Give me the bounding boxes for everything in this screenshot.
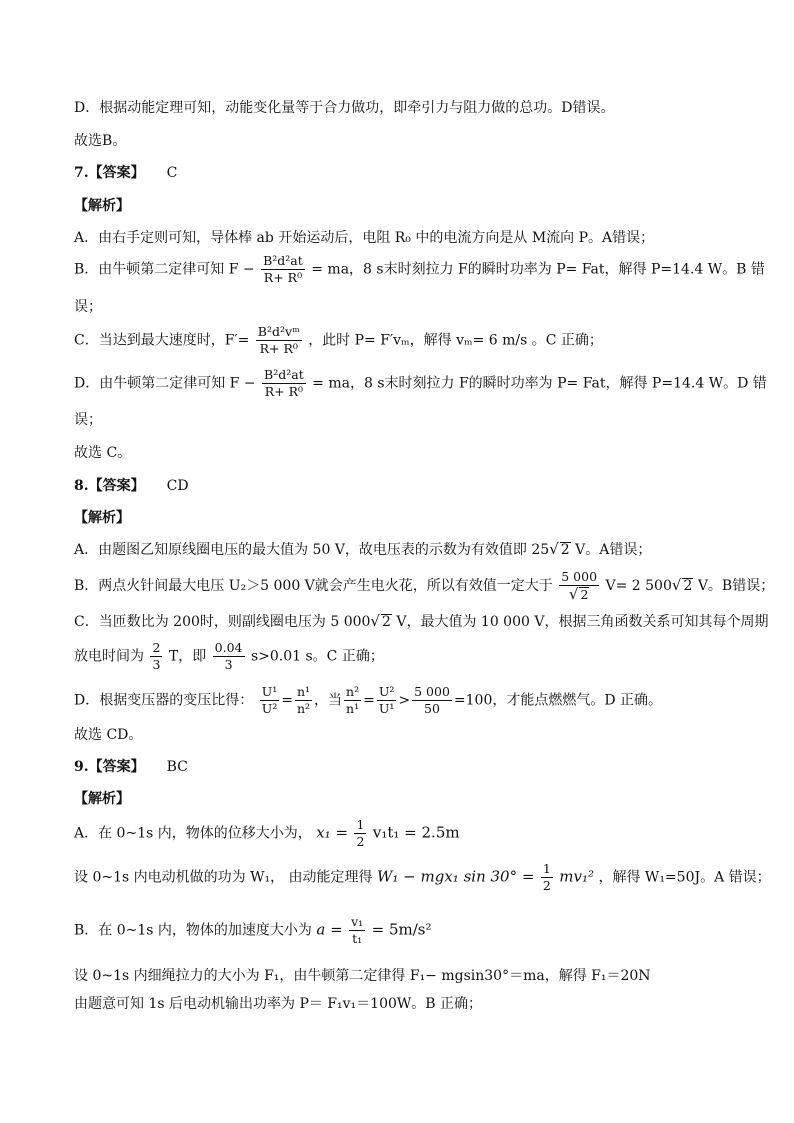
text-line: A．由右手定则可知，导体棒 ab 开始运动后，电阻 R₀ 中的电流方向是从 M流向 P。A错误； [74,230,655,246]
fraction: $\frac{\text{U²}}{\text{U¹}}$ [378,684,395,716]
text-line: D．根据动能定理可知，动能变化量等于合力做功，即牵引力与阻力做的总功。D错误。 [74,100,615,116]
question-7-answer: 7.【答案】 C [74,165,178,181]
formula-line: A．在 0~1s 内，物体的位移大小为， x₁ = $\frac{1}{2}$ v₁t₁ = 2.5m [74,817,460,849]
formula-line: D．由牛顿第二定律可知 F − $\frac{\text{B²d²at}}{\text{R+ R⁰}}$ = ma，8 s末时刻拉力 F的瞬时功率为 P= Fat，解得 P=14.4 W。D 错 [74,367,767,399]
question-9-answer: 9.【答案】 BC [74,759,188,775]
fraction: $\frac{\text{n²}}{\text{n¹}}$ [346,684,360,716]
text-line: 由题意可知 1s 后电动机输出功率为 P＝ F₁v₁＝100W。B 正确； [74,996,483,1012]
formula-line: C．当匝数比为 200时，则副线圈电压为 5 000√ 2 V，最大值为 10 000 V，根据三角函数关系可知其每个周期 [74,612,769,630]
fraction: $\frac{2}{3}$ [152,640,161,672]
analysis-heading: 【解析】 [74,791,130,807]
text-line: 误； [74,299,102,315]
formula-line: A．由题图乙知原线圈电压的最大值为 50 V，故电压表的示数为有效值即 25√ 2 V。A错误； [74,540,652,558]
fraction: $\frac{1}{2}$ [356,817,365,849]
question-8-answer: 8.【答案】 CD [74,478,189,494]
formula-line: C．当达到最大速度时，F′= $\frac{\text{B²d²vᵐ}}{\text{R+ R⁰}}$ ，此时 P= F′vₘ，解得 vₘ= 6 m/s 。C 正确； [74,324,603,356]
text-line: 故选B。 [74,133,127,149]
fraction: $\frac{\text{n¹}}{\text{n²}}$ [296,684,311,716]
formula-line: 放电时间为 $\frac{2}{3}$ T，即 $\frac{0.04}{3}$ s>0.01 s。C 正确； [74,640,384,672]
formula-line: B．由牛顿第二定律可知 F − $\frac{\text{B²d²at}}{\text{R+ R⁰}}$ = ma，8 s末时刻拉力 F的瞬时功率为 P= Fat，解得 P=14.4 W。B 错 [74,253,765,285]
analysis-heading: 【解析】 [74,198,130,214]
fraction: $\frac{\text{v₁}}{\text{t₁}}$ [351,914,364,946]
fraction: $\frac{\text{B²d²at}}{\text{R+ R⁰}}$ [263,253,303,285]
text-line: 误； [74,412,102,428]
formula-line: B．两点火针间最大电压 U₂＞5 000 V就会产生电火花，所以有效值一定大于 $\frac{5 000}{√ 2}$ V= 2 500√ 2 V。B错误； [74,569,775,603]
fraction: $\frac{0.04}{3}$ [214,640,243,672]
fraction: $\frac{5 000}{√ 2}$ [561,569,598,603]
formula-line: 设 0~1s 内电动机做的功为 W₁， 由动能定理得 W₁ − mgx₁ sin 30° = $\frac{1}{2}$ mv₁² ，解得 W₁=50J。A 错误； [74,861,771,893]
fraction: $\frac{\text{B²d²at}}{\text{R+ R⁰}}$ [264,367,304,399]
fraction: $\frac{5 000}{50}$ [414,684,450,716]
text-line: 故选 C。 [74,445,132,461]
fraction: $\frac{\text{U¹}}{\text{U²}}$ [261,684,278,716]
text-line: 设 0~1s 内细绳拉力的大小为 F₁，由牛顿第二定律得 F₁− mgsin30°＝ma，解得 F₁＝20N [74,968,651,984]
formula-line: B．在 0~1s 内，物体的加速度大小为 a = $\frac{\text{v₁}}{\text{t₁}}$ = 5m/s² [74,914,432,946]
fraction: $\frac{\text{B²d²vᵐ}}{\text{R+ R⁰}}$ [257,324,300,356]
text-line: 故选 CD。 [74,727,143,743]
formula-line: D．根据变压器的变压比得： $\frac{\text{U¹}}{\text{U²}}$ = $\frac{\text{n¹}}{\text{n²}}$ ，当 $\frac{\text{n²}}{\text{n¹}}$ = $\frac{\text{U²}}{\text{U¹}}$ > $\frac{5 000}{50}$ =100，才能点燃燃气。D 正确。 [74,684,663,716]
fraction: $\frac{1}{2}$ [542,861,551,893]
analysis-heading: 【解析】 [74,510,130,526]
